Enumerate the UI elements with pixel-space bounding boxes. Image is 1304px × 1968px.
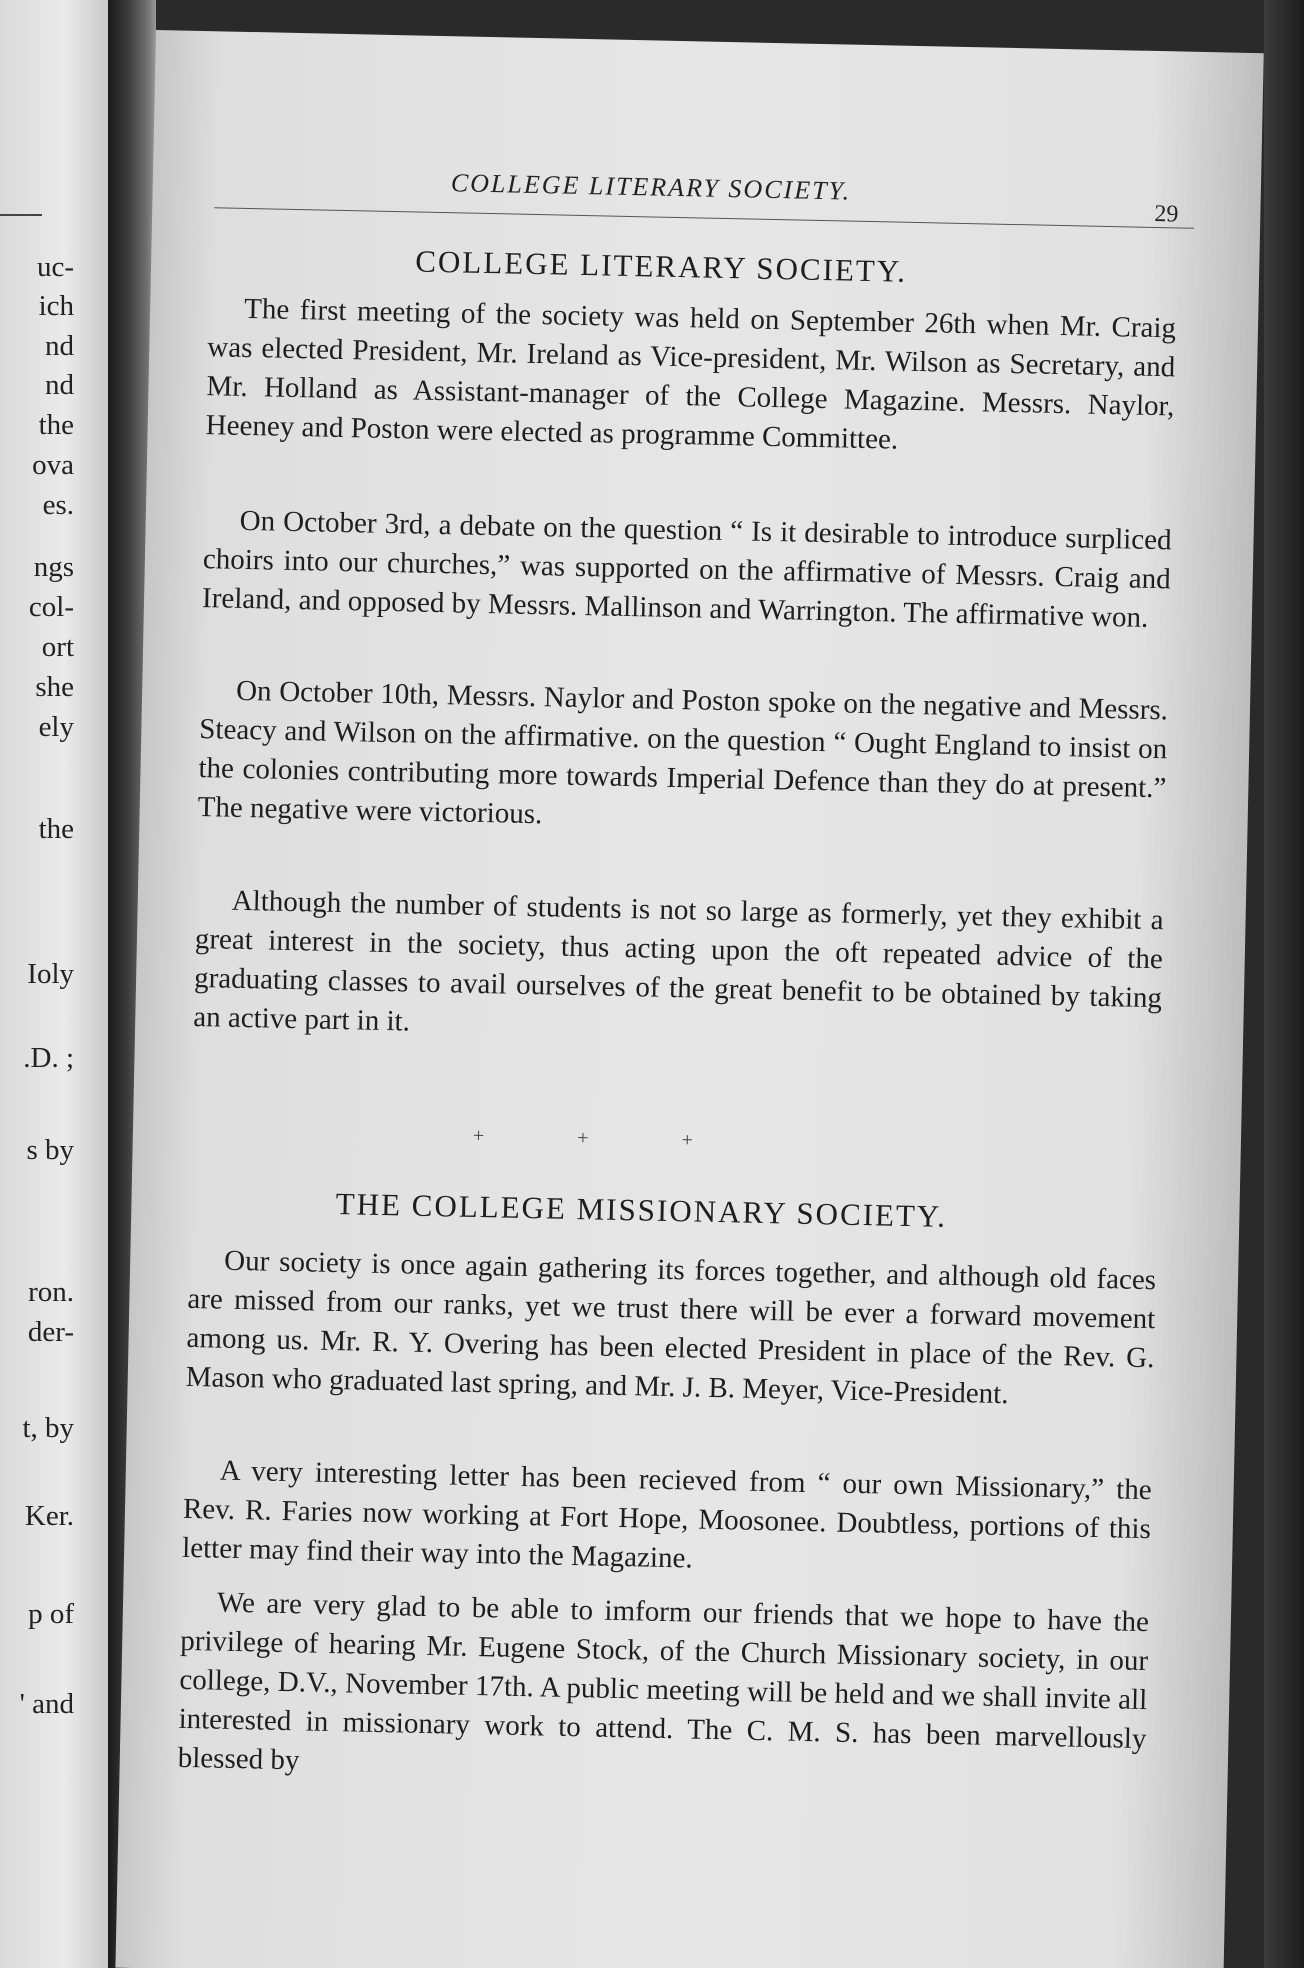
facing-page-line: col- bbox=[28, 591, 74, 623]
facing-page-rule bbox=[0, 214, 42, 216]
facing-page-line: ich bbox=[38, 290, 74, 322]
header-rule bbox=[214, 207, 1194, 229]
ornament-mark: + bbox=[681, 1129, 694, 1152]
facing-page-line: ngs bbox=[33, 551, 74, 583]
facing-page-line: p of bbox=[28, 1598, 74, 1630]
paragraph: A very interesting letter has been recieved from “ our own Missionary,” the Rev. R. Faries now working at Fort Hope, Moosonee. Doubtless, portions of this letter may find their way into the Magazine. bbox=[181, 1454, 1152, 1575]
book-page bbox=[115, 30, 1263, 1968]
facing-page-line: ely bbox=[38, 711, 74, 743]
facing-page-line: nd bbox=[45, 330, 74, 362]
section-heading-missionary: THE COLLEGE MISSIONARY SOCIETY. bbox=[335, 1186, 948, 1234]
facing-page-line: she bbox=[35, 671, 74, 703]
running-head: COLLEGE LITERARY SOCIETY. bbox=[450, 168, 852, 206]
facing-page-line: uc- bbox=[36, 251, 74, 283]
facing-page-line: the bbox=[38, 813, 74, 845]
facing-page-line: nd bbox=[45, 369, 74, 401]
ornament-mark: + bbox=[472, 1124, 485, 1148]
section-heading-literary: COLLEGE LITERARY SOCIETY. bbox=[414, 243, 908, 289]
facing-page-line: t, by bbox=[22, 1412, 74, 1444]
facing-page-line: Ioly bbox=[27, 958, 74, 990]
paragraph: Although the number of students is not so large as formerly, yet they exhibit a great interest in the society, thus acting upon the oft repeated advice of the graduating classes to avail ourselves of the great benefit to be obtained by taking an active part in it. bbox=[193, 884, 1164, 1038]
facing-page-line: .D. ; bbox=[23, 1042, 74, 1074]
facing-page-line: ' and bbox=[19, 1688, 74, 1720]
paragraph: Our society is once again gathering its forces together, and although old faces are missed from our ranks, yet we trust there will be ever a forward movement among us. Mr. R. Y. Overing has been elected President in place of the Rev. G. Mason who graduated last spring, and Mr. J. B. Meyer, Vice-President. bbox=[185, 1244, 1157, 1411]
facing-page-line: der- bbox=[27, 1316, 74, 1348]
facing-page-line: es. bbox=[42, 489, 74, 521]
paragraph: We are very glad to be able to imform our friends that we hope to have the privilege of hearing Mr. Eugene Stock, of the Church Missionary society, in our college, D.V., November 17th. A public meeting will be held and we shall invite all interested in missionary work to attend. The C. M. S. has been marvellously blessed by bbox=[177, 1586, 1150, 1777]
facing-page-line: the bbox=[38, 409, 74, 441]
paragraph: On October 10th, Messrs. Naylor and Poston spoke on the negative and Messrs. Steacy and Wilson on the affirmative. on the question “ Ought England to insist on the colonies contributing more towards Imperial Defence than they do at present.” The negative were victorious. bbox=[197, 674, 1169, 831]
ornament-mark: + bbox=[577, 1127, 589, 1150]
facing-page-line: ron. bbox=[28, 1276, 74, 1308]
page-edge bbox=[1264, 0, 1304, 1968]
facing-page-line: ort bbox=[41, 631, 74, 663]
paragraph: The first meeting of the society was held on September 26th when Mr. Craig was elected President, Mr. Ireland as Vice-president, Mr. Wilson as Secretary, and Mr. Holland as Assistant-manager of the College Magazine. Messrs. Naylor, Heeney and Poston were elected as programme Committee. bbox=[205, 292, 1177, 456]
section-divider bbox=[473, 1125, 693, 1153]
facing-page-line: s by bbox=[26, 1134, 74, 1166]
facing-page-fragment bbox=[0, 0, 108, 1968]
facing-page-line: Ker. bbox=[24, 1500, 74, 1532]
paragraph: On October 3rd, a debate on the question “ Is it desirable to introduce surpliced choirs into our churches,” was supported on the affirmative of Messrs. Craig and Ireland, and opposed by Messrs. Mallinson and Warrington. The affirmative won. bbox=[201, 504, 1172, 634]
facing-page-line: ova bbox=[32, 449, 74, 481]
page-number: 29 bbox=[1154, 200, 1179, 228]
